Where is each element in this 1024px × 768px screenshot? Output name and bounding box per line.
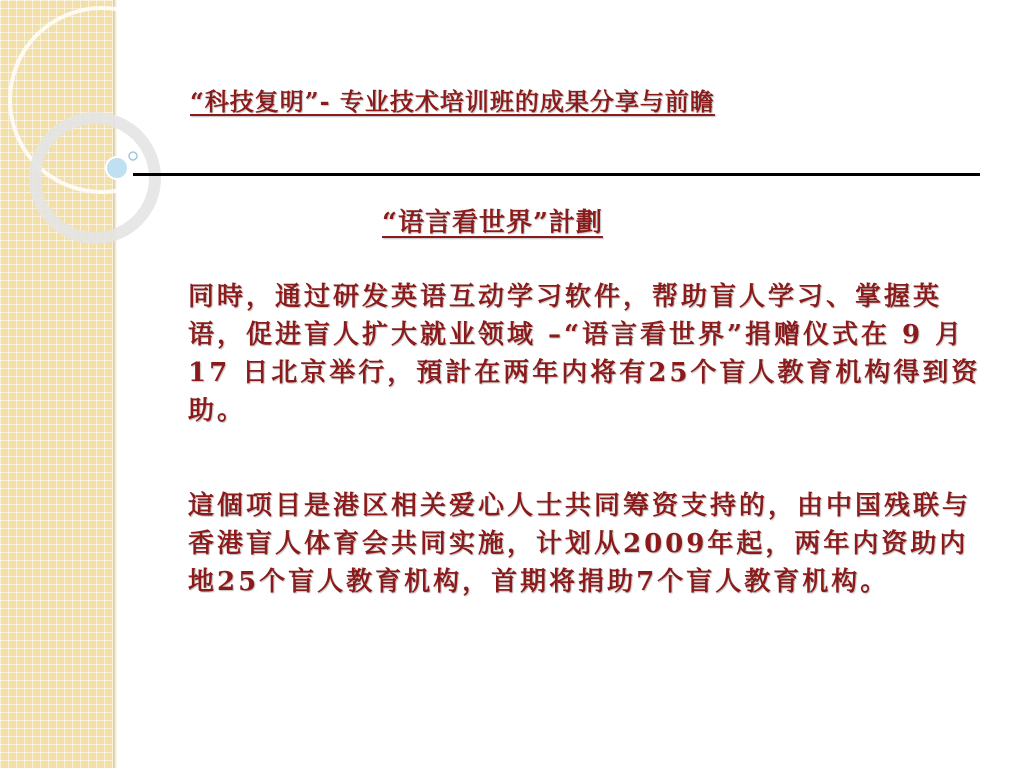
- slide-title: “科技复明”- 专业技术培训班的成果分享与前瞻: [190, 87, 715, 116]
- decorative-circles: [0, 0, 180, 260]
- pearl-dot-small: [129, 152, 137, 160]
- paragraph-project-funding: 這個项目是港区相关爱心人士共同筹资支持的，由中国残联与香港盲人体育会共同实施，计划从2009年起，两年内资助内地25个盲人教育机构，首期将捐助7个盲人教育机构。: [188, 491, 972, 597]
- title-divider: [133, 173, 980, 176]
- program-subtitle: “语言看世界”計劃: [382, 208, 603, 238]
- pearl-dot-large: [106, 157, 128, 179]
- paragraph-donation-ceremony: 同時，通过研发英语互动学习软件，帮助盲人学习、掌握英语，促进盲人扩大就业领域 –“语言看世界”捐赠仪式在 9 月17 日北京举行，預計在两年内将有25个盲人教育机构得到资助。: [188, 282, 981, 426]
